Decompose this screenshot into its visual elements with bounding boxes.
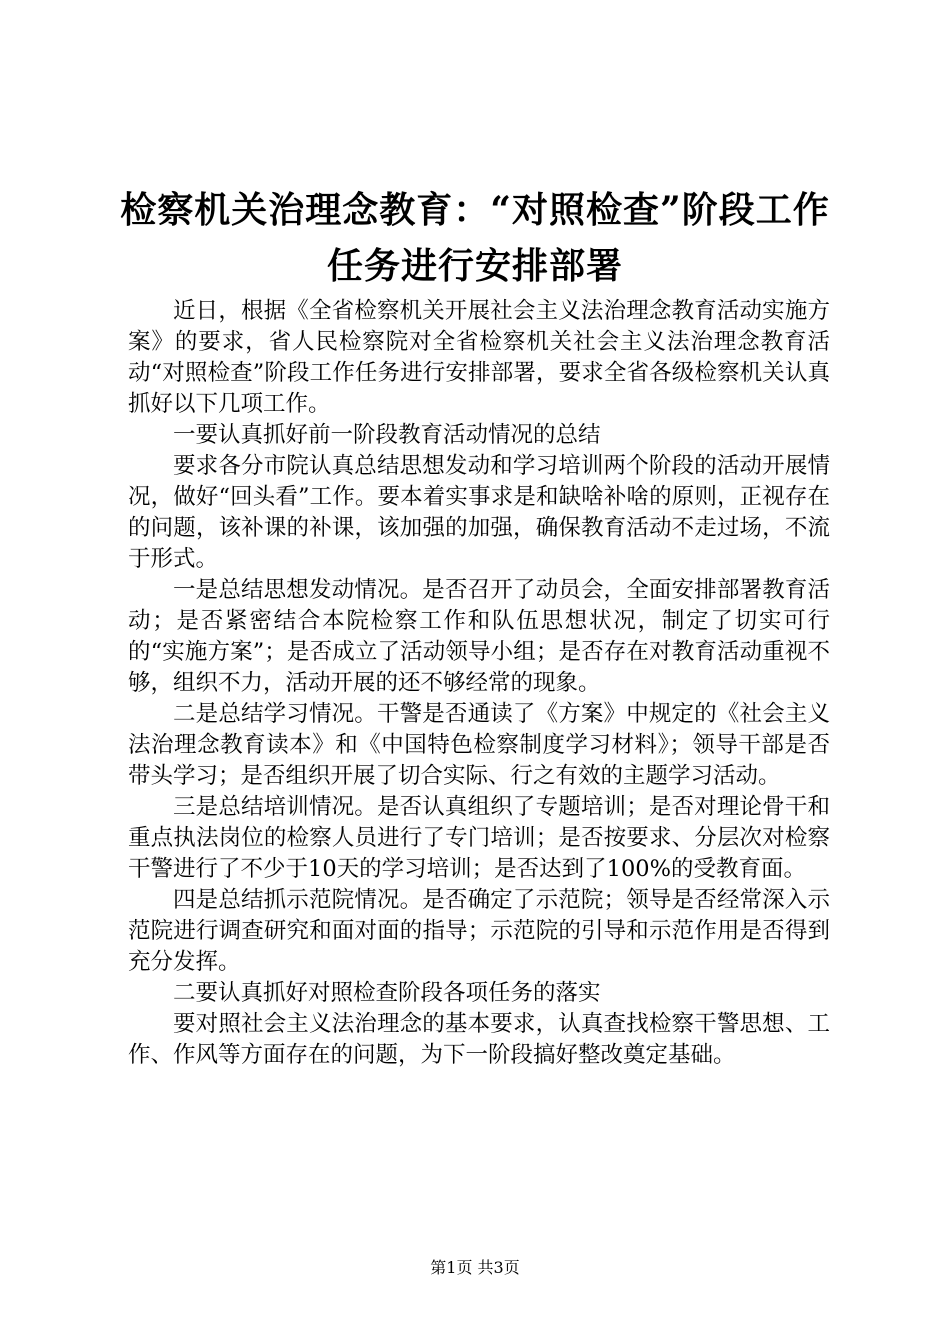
document-title-line2: 任务进行安排部署 [326, 245, 623, 287]
page-footer: 第1页 共3页 [430, 1258, 520, 1277]
document-body [128, 296, 830, 1071]
paragraph: 一是总结思想发动情况。是否召开了动员会，全面安排部署教育活动；是否紧密结合本院检察工作和队伍思想状况，制定了切实可行的“实施方案”；是否成立了活动领导小组；是否存在对教育活动重视不够，组织不力，活动开展的还不够经常的现象。 [128, 577, 830, 696]
section-heading-2: 二要认真抓好对照检查阶段各项任务的落实 [173, 980, 601, 1006]
paragraph: 二是总结学习情况。干警是否通读了《方案》中规定的《社会主义法治理念教育读本》和《中国特色检察制度学习材料》；领导干部是否带头学习；是否组织开展了切合实际、行之有效的主题学习活动。 [128, 701, 830, 789]
paragraph: 要求各分市院认真总结思想发动和学习培训两个阶段的活动开展情况，做好“回头看”工作。要本着实事求是和缺啥补啥的原则，正视存在的问题，该补课的补课，该加强的加强，确保教育活动不走过场，不流于形式。 [128, 453, 830, 572]
section-heading-1: 一要认真抓好前一阶段教育活动情况的总结 [173, 422, 601, 448]
paragraph: 要对照社会主义法治理念的基本要求，认真查找检察干警思想、工作、作风等方面存在的问题，为下一阶段搞好整改奠定基础。 [128, 1011, 830, 1068]
paragraph: 四是总结抓示范院情况。是否确定了示范院；领导是否经常深入示范院进行调查研究和面对面的指导；示范院的引导和示范作用是否得到充分发挥。 [128, 887, 830, 975]
paragraph: 三是总结培训情况。是否认真组织了专题培训；是否对理论骨干和重点执法岗位的检察人员进行了专门培训；是否按要求、分层次对检察干警进行了不少于10天的学习培训；是否达到了100%的受教育面。 [128, 794, 830, 882]
paragraph-intro: 近日，根据《全省检察机关开展社会主义法治理念教育活动实施方案》的要求，省人民检察院对全省检察机关社会主义法治理念教育活动“对照检查”阶段工作任务进行安排部署，要求全省各级检察机关认真抓好以下几项工作。 [128, 298, 830, 417]
document-title-line1: 检察机关治理念教育：“对照检查”阶段工作 [120, 189, 830, 231]
